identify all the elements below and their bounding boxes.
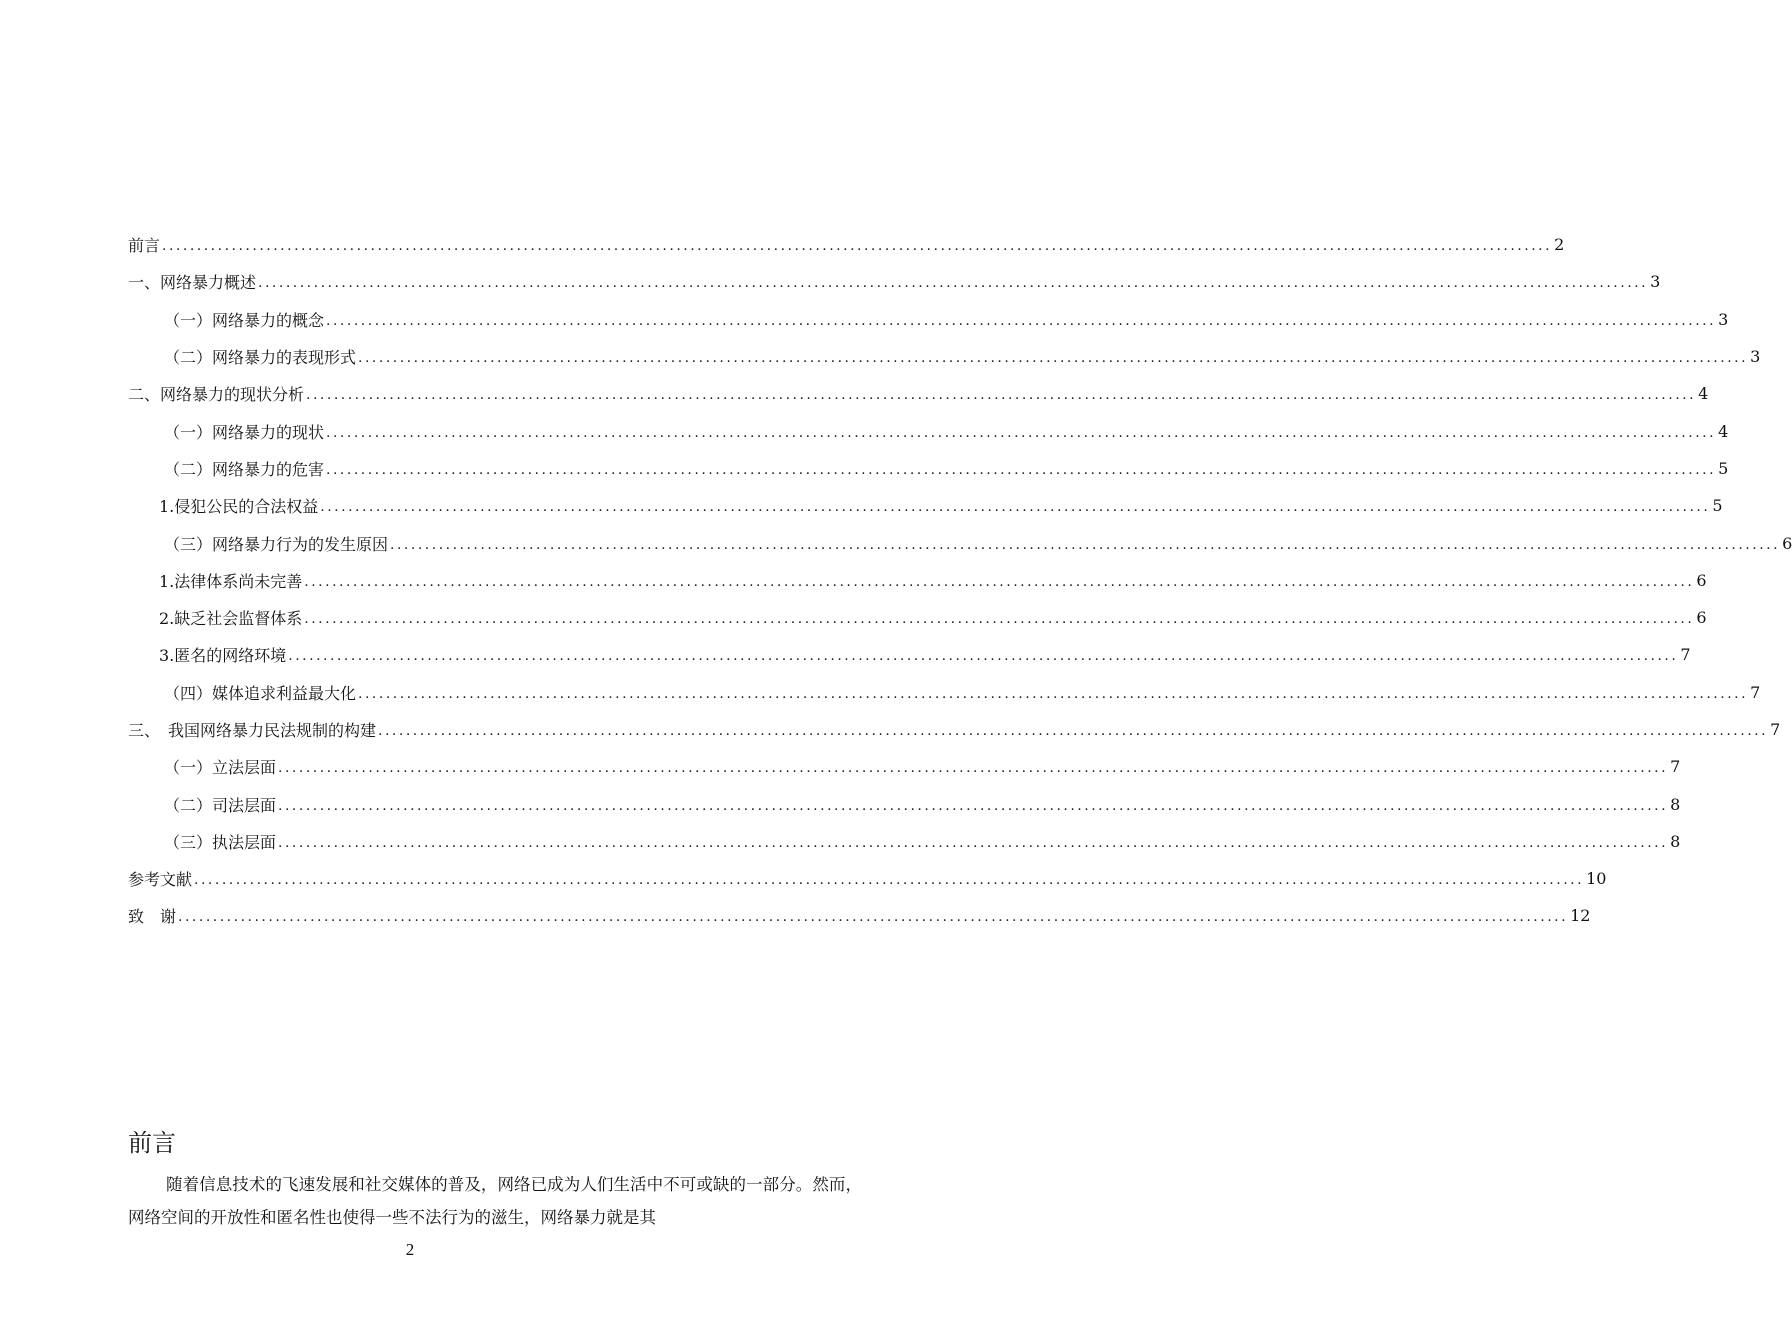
toc-entry[interactable] [128,524,1792,561]
toc-entry[interactable] [128,562,1707,599]
toc-entry-page-number: 2 [1554,235,1565,255]
toc-entry-label: 三、 我国网络暴力民法规制的构建 [128,721,377,740]
toc-entry-label: 致 谢 [128,907,177,927]
toc-entry-label: 2.缺乏社会监督体系 [159,609,303,629]
toc-dot-leader: ........................................................................................................................................................................................................ [326,312,1717,329]
toc-entry-page-number: 7 [1770,720,1781,739]
toc-entry-page-number: 7 [1670,757,1681,777]
toc-dot-leader: ........................................................................................................................................................................................................ [326,424,1717,441]
toc-entry-page-number: 3 [1718,309,1729,329]
toc-entry-page-number: 8 [1670,794,1681,814]
toc-entry[interactable] [128,301,1729,338]
toc-entry-label: （二）网络暴力的危害 [164,459,325,479]
toc-entry-page-number: 4 [1698,384,1709,404]
toc-entry-label: （二）网络暴力的表现形式 [164,348,357,368]
section-title: 前言 [128,1129,176,1157]
toc-entry[interactable] [128,226,1565,263]
toc-entry[interactable] [128,897,1591,934]
toc-dot-leader: ........................................................................................................................................................................................................ [304,611,1695,628]
toc-entry-page-number: 6 [1782,533,1792,553]
toc-entry[interactable] [128,785,1681,822]
toc-entry-page-number: 7 [1680,645,1691,665]
page-number: 2 [405,1240,415,1259]
toc-entry-page-number: 12 [1570,906,1591,926]
toc-dot-leader: ........................................................................................................................................................................................................ [278,760,1669,777]
toc-dot-leader: ........................................................................................................................................................................................................ [194,872,1585,889]
toc-entry-label: 1.法律体系尚未完善 [159,571,303,591]
toc-entry-page-number: 6 [1696,608,1707,628]
toc-entry[interactable] [128,711,1781,748]
toc-entry-label: 前言 [128,236,161,256]
toc-dot-leader: ........................................................................................................................................................................................................ [278,797,1669,814]
toc-entry-page-number: 5 [1718,458,1729,478]
body-paragraph: 随着信息技术的飞速发展和社交媒体的普及，网络已成为人们生活中不可或缺的一部分。然而，网络空间的开放性和匿名性也使得一些不法行为的滋生，网络暴力就是其 [128,1175,862,1227]
toc-entry[interactable] [128,412,1729,449]
toc-entry[interactable] [128,263,1661,300]
toc-entry-label: 参考文献 [128,870,193,890]
toc-dot-leader: ........................................................................................................................................................................................................ [378,723,1769,739]
toc-dot-leader: ........................................................................................................................................................................................................ [320,499,1711,516]
toc-entry-label: （一）网络暴力的概念 [164,310,325,330]
toc-dot-leader: ........................................................................................................................................................................................................ [358,685,1749,702]
toc-entry[interactable] [128,674,1761,711]
toc-dot-leader: ........................................................................................................................................................................................................ [178,909,1569,926]
toc-entry-label: 1.侵犯公民的合法权益 [159,497,319,517]
toc-entry-label: （一）立法层面 [164,758,277,778]
toc-dot-leader: ........................................................................................................................................................................................................ [306,387,1697,404]
toc-dot-leader: ........................................................................................................................................................................................................ [390,536,1781,553]
toc-entry-page-number: 4 [1718,421,1729,441]
toc-entry[interactable] [128,338,1761,375]
toc-dot-leader: ........................................................................................................................................................................................................ [304,573,1695,590]
toc-entry-label: 3.匿名的网络环境 [159,646,287,666]
toc-entry-label: （四）媒体追求利益最大化 [164,683,357,703]
toc-entry-page-number: 6 [1696,570,1707,590]
toc-dot-leader: ........................................................................................................................................................................................................ [358,350,1749,367]
toc-dot-leader: ........................................................................................................................................................................................................ [278,834,1669,851]
toc-entry-page-number: 5 [1712,496,1723,516]
toc-entry[interactable] [128,487,1723,524]
toc-entry-label: （一）网络暴力的现状 [164,422,325,442]
toc-entry-page-number: 7 [1750,682,1761,702]
toc-entry[interactable] [128,636,1691,673]
toc-entry[interactable] [128,860,1607,897]
toc-entry-label: （二）司法层面 [164,795,277,815]
toc-entry-label: （三）执法层面 [164,832,277,852]
toc-entry[interactable] [128,599,1707,636]
toc-dot-leader: ........................................................................................................................................................................................................ [258,275,1649,292]
toc-dot-leader: ........................................................................................................................................................................................................ [326,461,1717,478]
toc-entry-page-number: 3 [1750,347,1761,367]
table-of-contents [128,226,1792,935]
toc-entry-page-number: 10 [1586,869,1607,889]
toc-entry-page-number: 3 [1650,272,1661,292]
toc-entry[interactable] [128,450,1729,487]
toc-entry-label: 二、网络暴力的现状分析 [128,385,305,405]
toc-entry[interactable] [128,823,1681,860]
toc-entry-page-number: 8 [1670,831,1681,851]
toc-entry-label: （三）网络暴力行为的发生原因 [164,534,389,554]
toc-dot-leader: ........................................................................................................................................................................................................ [288,648,1679,665]
toc-entry[interactable] [128,375,1709,412]
toc-dot-leader: ........................................................................................................................................................................................................ [162,238,1553,255]
toc-entry-label: 一、网络暴力概述 [128,273,257,293]
toc-entry[interactable] [128,748,1681,785]
